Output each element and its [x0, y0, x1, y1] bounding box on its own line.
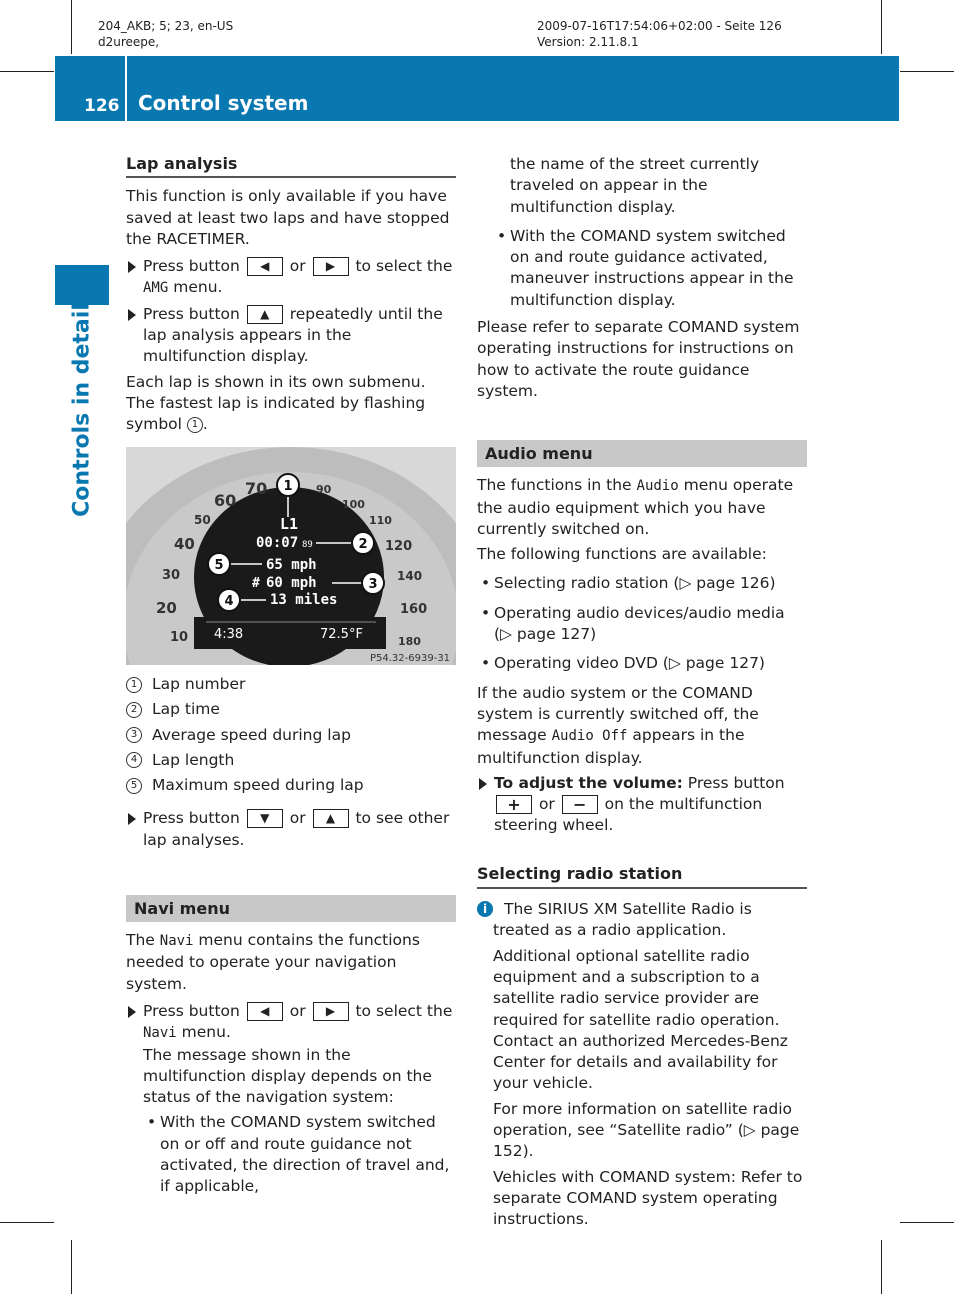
- navi-intro-text: The: [126, 931, 155, 950]
- step-text: Press button: [143, 257, 240, 276]
- minus-button-icon: −: [562, 795, 598, 814]
- bullet-dot: •: [481, 654, 491, 673]
- section-label: Controls in detail: [69, 303, 95, 517]
- meta-line: Version: 2.11.8.1: [537, 35, 639, 49]
- radio-station-heading: Selecting radio station: [477, 863, 683, 883]
- section-tab: [55, 265, 109, 305]
- step-text: Press button: [143, 1001, 240, 1020]
- legend-number: 3: [126, 727, 142, 743]
- bullet-text: With the COMAND system switched on or off and route guidance not activated, the direction of travel and, if applicable,: [160, 1113, 450, 1196]
- step-text: to select the: [355, 257, 453, 276]
- menu-name: Navi: [159, 933, 194, 950]
- display-length: 13 miles: [270, 592, 338, 608]
- meta-line: 2009-07-16T17:54:06+02:00 - Seite 126: [537, 19, 782, 33]
- navi-bullet: [493, 226, 807, 311]
- display-time: 00:07: [256, 535, 299, 551]
- info-icon: i: [477, 901, 493, 917]
- heading-rule: [477, 887, 807, 889]
- legend-item: [126, 775, 456, 796]
- step-text: repeatedly until the lap analysis appears in the multifunction display.: [143, 304, 443, 366]
- step-lap-analysis: [126, 304, 456, 368]
- legend-number: 1: [126, 677, 142, 693]
- display-temperature: 72.5°F: [320, 627, 363, 642]
- right-column: [477, 154, 807, 1230]
- speed-label-30: 30: [162, 568, 181, 583]
- legend-text: Lap time: [152, 700, 220, 719]
- speed-label-140: 140: [397, 569, 423, 583]
- callout-number-4: 4: [224, 594, 234, 609]
- page-number: 126: [84, 96, 120, 116]
- speed-label-20: 20: [156, 599, 177, 617]
- legend-text: Maximum speed during lap: [152, 776, 364, 795]
- audio-menu-heading: Audio menu: [477, 440, 807, 467]
- display-message: Audio Off: [551, 728, 628, 745]
- lap-each-text: Each lap is shown in its own submenu. The fastest lap is indicated by flashing symbol: [126, 372, 426, 434]
- speed-label-10: 10: [170, 630, 189, 645]
- step-adjust-volume: [477, 773, 807, 837]
- audio-bullet: [477, 603, 807, 646]
- left-button-icon: ◀: [247, 1002, 283, 1021]
- audio-intro: [477, 475, 807, 540]
- step-select-navi: [126, 1001, 456, 1198]
- step-text: menu.: [173, 278, 223, 297]
- display-max-prefix: #: [252, 576, 260, 591]
- step-text: Press button: [687, 773, 785, 792]
- step-arrow-icon: [128, 1006, 136, 1018]
- bullet-text: Operating video DVD (▷ page 127): [494, 654, 765, 673]
- audio-bullet: [477, 653, 807, 674]
- audio-off-note: [477, 683, 807, 769]
- bullet-text: Selecting radio station (▷ page 126): [494, 574, 776, 593]
- speed-label-160: 160: [400, 602, 428, 617]
- navi-bullet-continued: the name of the street currently traveled on appear in the multifunction display.: [510, 155, 760, 216]
- legend-item: [126, 674, 456, 695]
- speed-label-100: 100: [342, 498, 365, 511]
- audio-following: The following functions are available:: [477, 545, 767, 564]
- step-bold: To adjust the volume:: [494, 773, 683, 792]
- legend-text: Average speed during lap: [152, 725, 351, 744]
- step-text: menu.: [181, 1023, 231, 1042]
- step-arrow-icon: [479, 778, 487, 790]
- heading-rule: [126, 176, 456, 178]
- callout-number-1: 1: [283, 479, 293, 494]
- menu-name: Navi: [143, 1025, 177, 1042]
- right-button-icon: ▶: [313, 257, 349, 276]
- navi-intro-text: menu contains the functions needed to operate your navigation system.: [126, 931, 420, 993]
- step-text: or: [289, 809, 306, 828]
- step-arrow-icon: [128, 813, 136, 825]
- step-note: The message shown in the multifunction display depends on the status of the navigation system:: [143, 1045, 432, 1107]
- display-lap: L1: [280, 515, 299, 533]
- step-text: to see other lap analyses.: [143, 809, 450, 849]
- step-arrow-icon: [128, 309, 136, 321]
- navi-refer: Please refer to separate COMAND system operating instructions for instructions on how to activate the route guidance system.: [477, 318, 800, 400]
- crop-mark: [900, 71, 954, 72]
- header-separator: [125, 56, 127, 121]
- bullet-text: With the COMAND system switched on and route guidance activated, maneuver instructions appear in the multifunction display.: [510, 226, 794, 309]
- crop-mark: [71, 0, 72, 54]
- navi-intro: [126, 930, 456, 995]
- menu-name: Audio: [636, 478, 679, 495]
- speed-label-50: 50: [194, 513, 211, 527]
- step-text: or: [289, 1001, 306, 1020]
- down-button-icon: ▼: [247, 809, 283, 828]
- navi-menu-heading: Navi menu: [126, 895, 456, 922]
- speed-label-180: 180: [398, 635, 421, 648]
- lap-analysis-heading: Lap analysis: [126, 154, 238, 173]
- bullet-dot: •: [481, 574, 491, 593]
- audio-off-text: If the audio system or the COMAND system is currently switched off, the message: [477, 683, 759, 745]
- callout-number-5: 5: [214, 558, 224, 573]
- bullet-dot: •: [497, 226, 507, 245]
- up-button-icon: ▲: [247, 305, 283, 324]
- left-column: [126, 153, 456, 436]
- step-text: or: [289, 257, 306, 276]
- speed-label-70: 70: [245, 479, 268, 498]
- legend-text: Lap number: [152, 675, 246, 693]
- step-text: Press button: [143, 304, 240, 323]
- plus-button-icon: +: [496, 795, 532, 814]
- bullet-text: Operating audio devices/audio media (▷ page 127): [494, 603, 785, 644]
- speed-label-40: 40: [174, 535, 195, 553]
- step-select-amg: [126, 256, 456, 300]
- audio-intro-text: menu operate the audio equipment which you have currently switched on.: [477, 476, 794, 538]
- meta-line: 204_AKB; 5; 23, en-US: [98, 19, 234, 33]
- legend-number: 5: [126, 778, 142, 794]
- crop-mark: [881, 0, 882, 54]
- instrument-cluster-figure: [126, 447, 456, 665]
- step-arrow-icon: [128, 261, 136, 273]
- audio-bullet: [477, 573, 807, 594]
- audio-intro-text: The functions in the: [477, 476, 632, 495]
- print-meta-left: [98, 18, 233, 50]
- up-button-icon: ▲: [313, 809, 349, 828]
- page-title: Control system: [138, 91, 309, 115]
- step-text: on the multifunction steering wheel.: [494, 795, 763, 835]
- speed-label-120: 120: [385, 539, 413, 554]
- bullet-dot: •: [147, 1113, 157, 1132]
- navi-bullet: [143, 1112, 456, 1197]
- meta-line: d2ureepe,: [98, 35, 160, 49]
- step-text: or: [538, 795, 555, 814]
- lap-intro: This function is only available if you have saved at least two laps and have stopped the RACETIMER.: [126, 187, 450, 248]
- crop-mark: [900, 1222, 954, 1223]
- info-text: The SIRIUS XM Satellite Radio is treated as a radio application.: [493, 900, 752, 940]
- display-clock: 4:38: [214, 627, 244, 642]
- speed-label-90: 90: [316, 483, 332, 496]
- crop-mark: [881, 1240, 882, 1294]
- step-text: to select the: [355, 1001, 453, 1020]
- info-text: Vehicles with COMAND system: Refer to separate COMAND system operating instructions.: [493, 1167, 803, 1229]
- left-button-icon: ◀: [247, 257, 283, 276]
- speed-label-110: 110: [369, 514, 392, 527]
- legend-item: [126, 750, 456, 771]
- legend-item: [126, 725, 456, 746]
- info-text: Additional optional satellite radio equipment and a subscription to a satellite radio service provider are required for satellite radio operation. Contact an authorized Mercedes-Benz Center for details and availability for your vehicle.: [493, 946, 788, 1093]
- print-meta-right: [537, 18, 782, 50]
- menu-name: AMG: [143, 280, 169, 297]
- crop-mark: [0, 71, 54, 72]
- callout-symbol: 1: [187, 417, 203, 433]
- legend-number: 4: [126, 752, 142, 768]
- legend-item: [126, 699, 456, 720]
- callout-number-3: 3: [368, 577, 378, 592]
- lap-each: Each lap is shown in its own submenu. The fastest lap is indicated by flashing symbol 1 .: [126, 372, 426, 434]
- info-box: [477, 899, 807, 1230]
- crop-mark: [0, 1222, 54, 1223]
- display-avg-speed: 65 mph: [266, 557, 317, 573]
- info-text: For more information on satellite radio operation, see “Satellite radio” (▷ page 152).: [493, 1099, 800, 1161]
- legend-number: 2: [126, 702, 142, 718]
- crop-mark: [71, 1240, 72, 1294]
- step-text: Press button: [143, 809, 240, 828]
- callout-number-2: 2: [358, 537, 368, 552]
- display-max-speed: 60 mph: [266, 575, 317, 591]
- speed-label-60: 60: [214, 491, 237, 510]
- bullet-dot: •: [481, 603, 491, 622]
- audio-off-text: appears in the multifunction display.: [477, 726, 745, 767]
- legend-text: Lap length: [152, 750, 235, 769]
- right-button-icon: ▶: [313, 1002, 349, 1021]
- left-column-lower: [126, 674, 456, 1198]
- figure-reference: P54.32-6939-31: [370, 653, 451, 664]
- step-other-laps: [126, 808, 456, 851]
- display-time-fraction: 89: [302, 540, 313, 550]
